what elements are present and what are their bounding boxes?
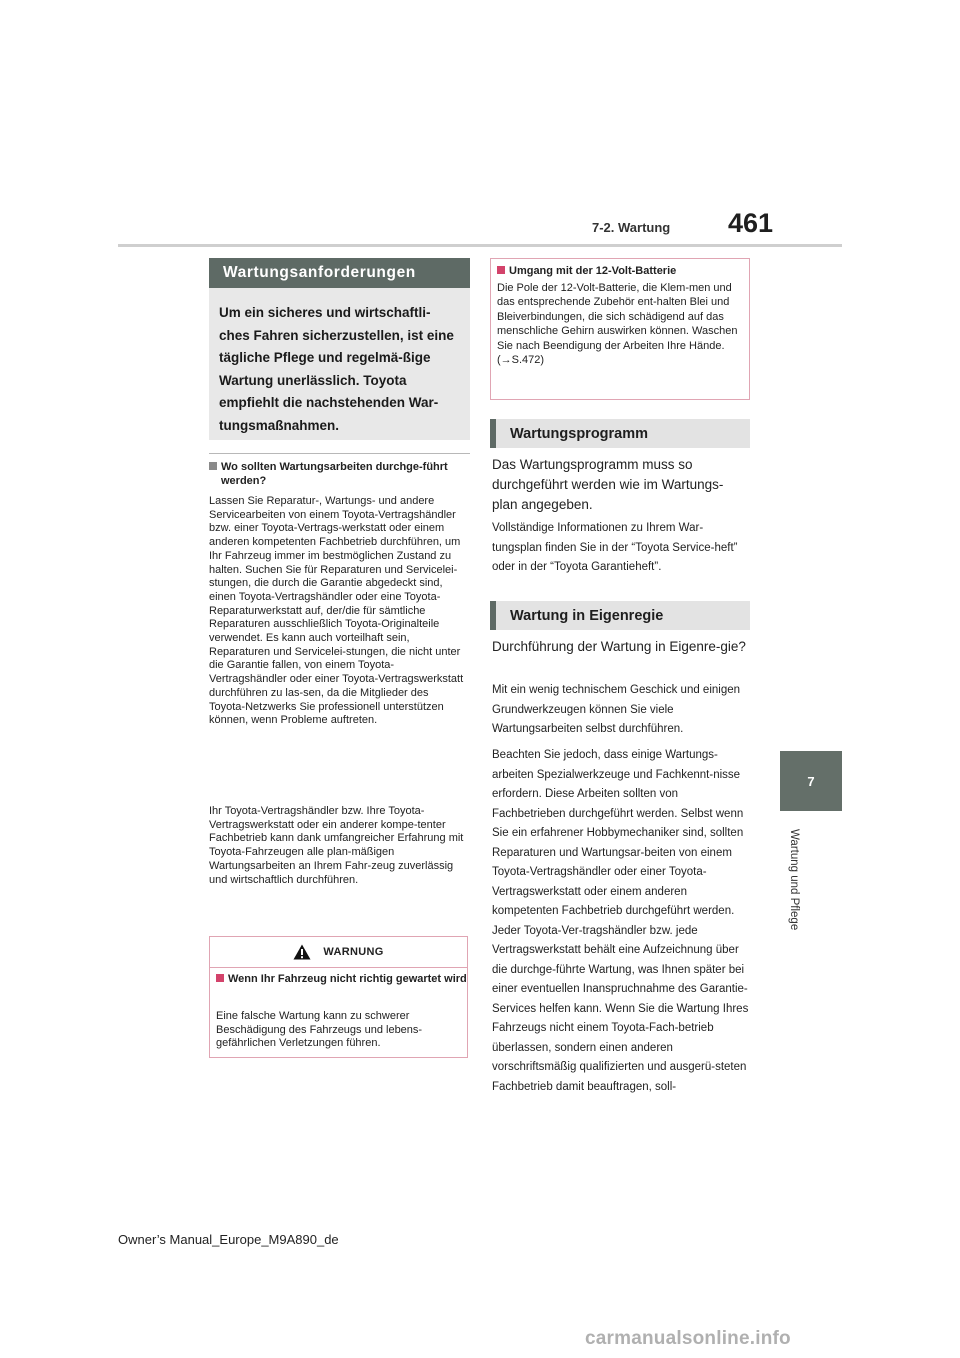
chapter-number: 7: [807, 773, 815, 789]
warning-label: WARNUNG: [323, 946, 384, 958]
question-heading: [209, 460, 482, 488]
program-lead: Das Wartungsprogramm muss so durchgeführt werden wie im Wartungs-plan angegeben.: [492, 457, 724, 512]
square-bullet-icon: [216, 974, 224, 982]
watermark: carmanualsonline.info: [585, 1328, 791, 1349]
question-text: Wo sollten Wartungsarbeiten durchge-führt werden?: [221, 461, 448, 487]
battery-subhead: [497, 264, 742, 278]
paragraph-2: Ihr Toyota-Vertragshändler bzw. Ihre Toyota-Vertragswerkstatt oder ein anderer kompe-tenter Fachbetrieb kann dank umfangreicher Erfahrung mit Toyota-Fahrzeugen alle plan-mäßigen Wartungsarbeiten an Ihrem Fahr-zeug zuverlässig und wirtschaftlich durchführen.: [209, 805, 464, 886]
manual-id: Owner’s Manual_Europe_M9A890_de: [118, 1232, 339, 1247]
warning-header: [210, 937, 467, 967]
square-bullet-icon: [209, 462, 217, 470]
battery-body: Die Pole der 12-Volt-Batterie, die Klem-men und das entsprechende Zubehör ent-halten Blei und Bleiverbindungen, die sich schädigend auf das menschliche Gehirn auswirken können. Waschen Sie nach Beendigung der Arbeiten Ihre Hände. (→S.472): [497, 282, 738, 367]
battery-subhead-text: Umgang mit der 12-Volt-Batterie: [509, 265, 677, 277]
chapter-tab: [780, 751, 842, 811]
section-title-wartungsprogramm: Wartungsprogramm: [490, 419, 750, 448]
warning-divider: [210, 967, 467, 968]
warning-box: [209, 936, 468, 1058]
diy-body-1: Mit ein wenig technischem Geschick und einigen Grundwerkzeugen können Sie viele Wartungsarbeiten selbst durchführen.: [492, 684, 741, 735]
header-divider: [118, 244, 842, 247]
section-title-wartung-in-eigenregie: Wartung in Eigenregie: [490, 601, 750, 630]
chapter-title-vertical: [780, 820, 808, 940]
page-number: 461: [728, 208, 774, 238]
program-body: Vollständige Informationen zu Ihrem War-tungsplan finden Sie in der “Toyota Service-heft” oder in der “Toyota Garantieheft”.: [492, 522, 738, 573]
warning-triangle-icon: [293, 944, 311, 960]
warning-subhead-text: Wenn Ihr Fahrzeug nicht richtig gewartet wird: [228, 973, 467, 985]
section-label: 7-2. Wartung: [592, 220, 671, 235]
warning-subhead: [216, 972, 468, 986]
warning-body: Eine falsche Wartung kann zu schwerer Beschädigung des Fahrzeugs und lebens-gefährlichen Verletzungen führen.: [216, 1010, 423, 1050]
square-bullet-icon: [497, 266, 505, 274]
chapter-title: Wartung und Pflege: [788, 829, 800, 931]
diy-body-2: Beachten Sie jedoch, dass einige Wartungs-arbeiten Spezialwerkzeuge und Fachkennt-nisse erfordern. Diese Arbeiten sollten von Fachbetrieben durchgeführt werden. Selbst wenn Sie ein erfahrener Hobbymechaniker sind, sollten Reparaturen und Wartungsar-beiten von einem Toyota-Vertragshändler oder einer Toyota-Vertragswerkstatt oder einem anderen kompetenten Fachbetrieb durchgeführt werden. Jeder Toyota-Ver-tragshändler bzw. jede Vertragswerkstatt behält eine Aufzeichnung über die durchge-führte Wartung, was Ihnen später bei einer eventuellen Inanspruchnahme des Garantie-Services helfen kann. Wenn Sie die Wartung Ihres Fahrzeugs nicht einem Toyota-Fach-betrieb überlassen, sondern einen anderen vorschriftsmäßig qualifizierten und ausgerü-steten Fachbetrieb damit beauftragen, soll-: [492, 749, 749, 1093]
divider: [209, 453, 470, 454]
battery-notice-box: [490, 258, 750, 400]
section-title-wartungsanforderungen: Wartungsanforderungen: [209, 258, 470, 288]
diy-lead: Durchführung der Wartung in Eigenre-gie?: [492, 639, 746, 654]
intro-box: Um ein sicheres und wirtschaftli-ches Fahren sicherzustellen, ist eine tägliche Pflege und regelmä-ßige Wartung unerlässlich. Toyota empfiehlt die nachstehenden War-tungsmaßnahmen.: [209, 288, 470, 440]
paragraph-1: Lassen Sie Reparatur-, Wartungs- und andere Servicearbeiten von einem Toyota-Vertragshändler bzw. einer Toyota-Vertrags-werkstatt oder einem anderen kompetenten Fachbetrieb durchführen, um Ihr Fahrzeug immer im bestmöglichen Zustand zu halten. Suchen Sie für Reparaturen und Servicelei-stungen, die durch die Garantie abgedeckt sind, einen Toyota-Vertragshändler oder eine Toyota-Reparaturwerkstatt auf, der/die für sämtliche Reparaturen ausschließlich Toyota-Originalteile verwendet. Es kann auch vorteilhaft sein, Reparaturen und Servicelei-stungen, die nicht unter die Garantie fallen, von einem Toyota-Vertragshändler oder einer Toyota-Vertragswerkstatt durchführen zu las-sen, da die Mitglieder des Toyota-Netzwerks Sie professionell unterstützen können, wenn Probleme auftreten.: [209, 495, 464, 727]
